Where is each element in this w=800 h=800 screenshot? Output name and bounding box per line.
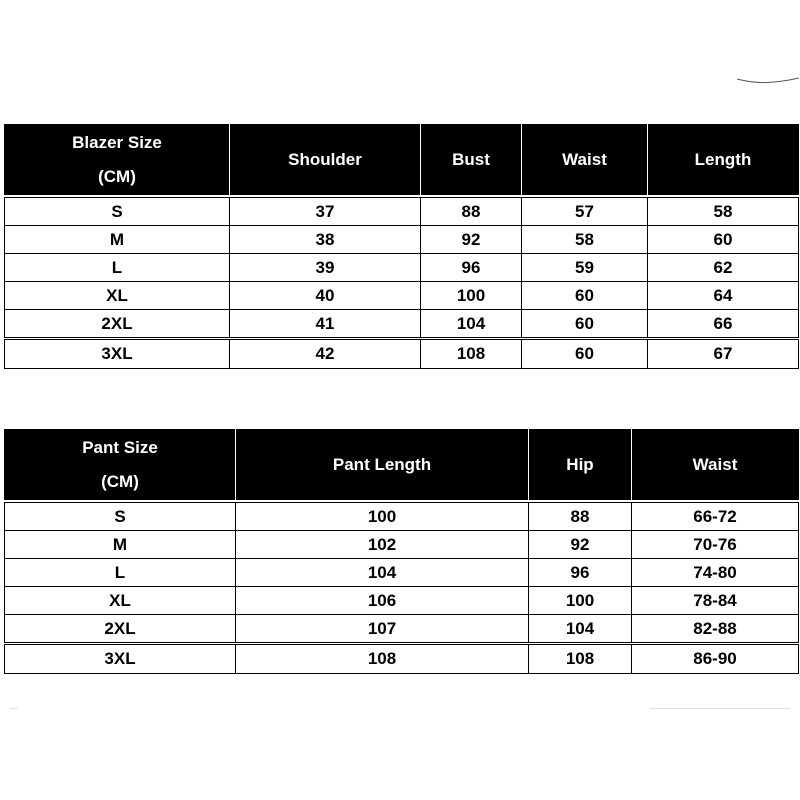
hip-cell: 100 [529, 587, 632, 615]
length-cell: 66 [648, 310, 799, 339]
bust-cell: 96 [421, 254, 522, 282]
table-row [5, 254, 799, 282]
table-row [5, 531, 799, 559]
scan-artifact [650, 708, 790, 709]
pant-waist-header: Waist [632, 429, 799, 500]
size-cell: XL [5, 587, 236, 615]
waist-cell: 58 [522, 226, 648, 254]
bust-cell: 108 [421, 339, 522, 369]
waist-cell: 59 [522, 254, 648, 282]
pants-size-table [4, 429, 799, 674]
blazer-size-table [4, 124, 799, 369]
scan-artifact [10, 708, 18, 709]
table-row [5, 644, 799, 674]
size-cell: 2XL [5, 615, 236, 644]
table-row [5, 339, 799, 369]
shoulder-cell: 41 [230, 310, 421, 339]
size-cell: L [5, 254, 230, 282]
bust-cell: 104 [421, 310, 522, 339]
hip-cell: 96 [529, 559, 632, 587]
pant-length-cell: 104 [236, 559, 529, 587]
blazer-size-header-unit: (CM) [98, 166, 136, 186]
shoulder-cell: 40 [230, 282, 421, 310]
table-row [5, 587, 799, 615]
shoulder-cell: 42 [230, 339, 421, 369]
hip-cell: 88 [529, 503, 632, 531]
waist-cell: 60 [522, 339, 648, 369]
bust-cell: 92 [421, 226, 522, 254]
size-cell: S [5, 503, 236, 531]
hip-cell: 104 [529, 615, 632, 644]
size-cell: M [5, 531, 236, 559]
blazer-header-row [5, 124, 799, 195]
size-cell: M [5, 226, 230, 254]
blazer-waist-header: Waist [522, 124, 648, 195]
size-cell: 3XL [5, 644, 236, 674]
size-cell: 2XL [5, 310, 230, 339]
pant-size-header-label: Pant Size [82, 437, 158, 457]
decorative-stroke [736, 70, 800, 90]
table-row [5, 559, 799, 587]
shoulder-cell: 38 [230, 226, 421, 254]
blazer-size-header [5, 124, 230, 195]
pant-length-cell: 100 [236, 503, 529, 531]
pant-length-header: Pant Length [236, 429, 529, 500]
pant-length-cell: 102 [236, 531, 529, 559]
waist-cell: 60 [522, 310, 648, 339]
bust-cell: 100 [421, 282, 522, 310]
size-cell: S [5, 198, 230, 226]
hip-cell: 92 [529, 531, 632, 559]
hip-cell: 108 [529, 644, 632, 674]
size-cell: 3XL [5, 339, 230, 369]
length-cell: 58 [648, 198, 799, 226]
shoulder-cell: 37 [230, 198, 421, 226]
waist-cell: 82-88 [632, 615, 799, 644]
waist-cell: 86-90 [632, 644, 799, 674]
waist-cell: 60 [522, 282, 648, 310]
pant-size-header [5, 429, 236, 500]
size-cell: XL [5, 282, 230, 310]
waist-cell: 78-84 [632, 587, 799, 615]
waist-cell: 57 [522, 198, 648, 226]
table-row [5, 310, 799, 339]
length-cell: 62 [648, 254, 799, 282]
length-cell: 67 [648, 339, 799, 369]
waist-cell: 74-80 [632, 559, 799, 587]
table-row [5, 198, 799, 226]
table-row [5, 503, 799, 531]
pant-length-cell: 108 [236, 644, 529, 674]
table-row [5, 226, 799, 254]
table-row [5, 615, 799, 644]
hip-header: Hip [529, 429, 632, 500]
pant-size-header-unit: (CM) [101, 471, 139, 491]
waist-cell: 66-72 [632, 503, 799, 531]
blazer-size-header-label: Blazer Size [72, 132, 162, 152]
shoulder-cell: 39 [230, 254, 421, 282]
shoulder-header: Shoulder [230, 124, 421, 195]
size-cell: L [5, 559, 236, 587]
length-cell: 64 [648, 282, 799, 310]
bust-header: Bust [421, 124, 522, 195]
pant-length-cell: 107 [236, 615, 529, 644]
table-row [5, 282, 799, 310]
pants-header-row [5, 429, 799, 500]
pant-length-cell: 106 [236, 587, 529, 615]
bust-cell: 88 [421, 198, 522, 226]
length-header: Length [648, 124, 799, 195]
length-cell: 60 [648, 226, 799, 254]
waist-cell: 70-76 [632, 531, 799, 559]
